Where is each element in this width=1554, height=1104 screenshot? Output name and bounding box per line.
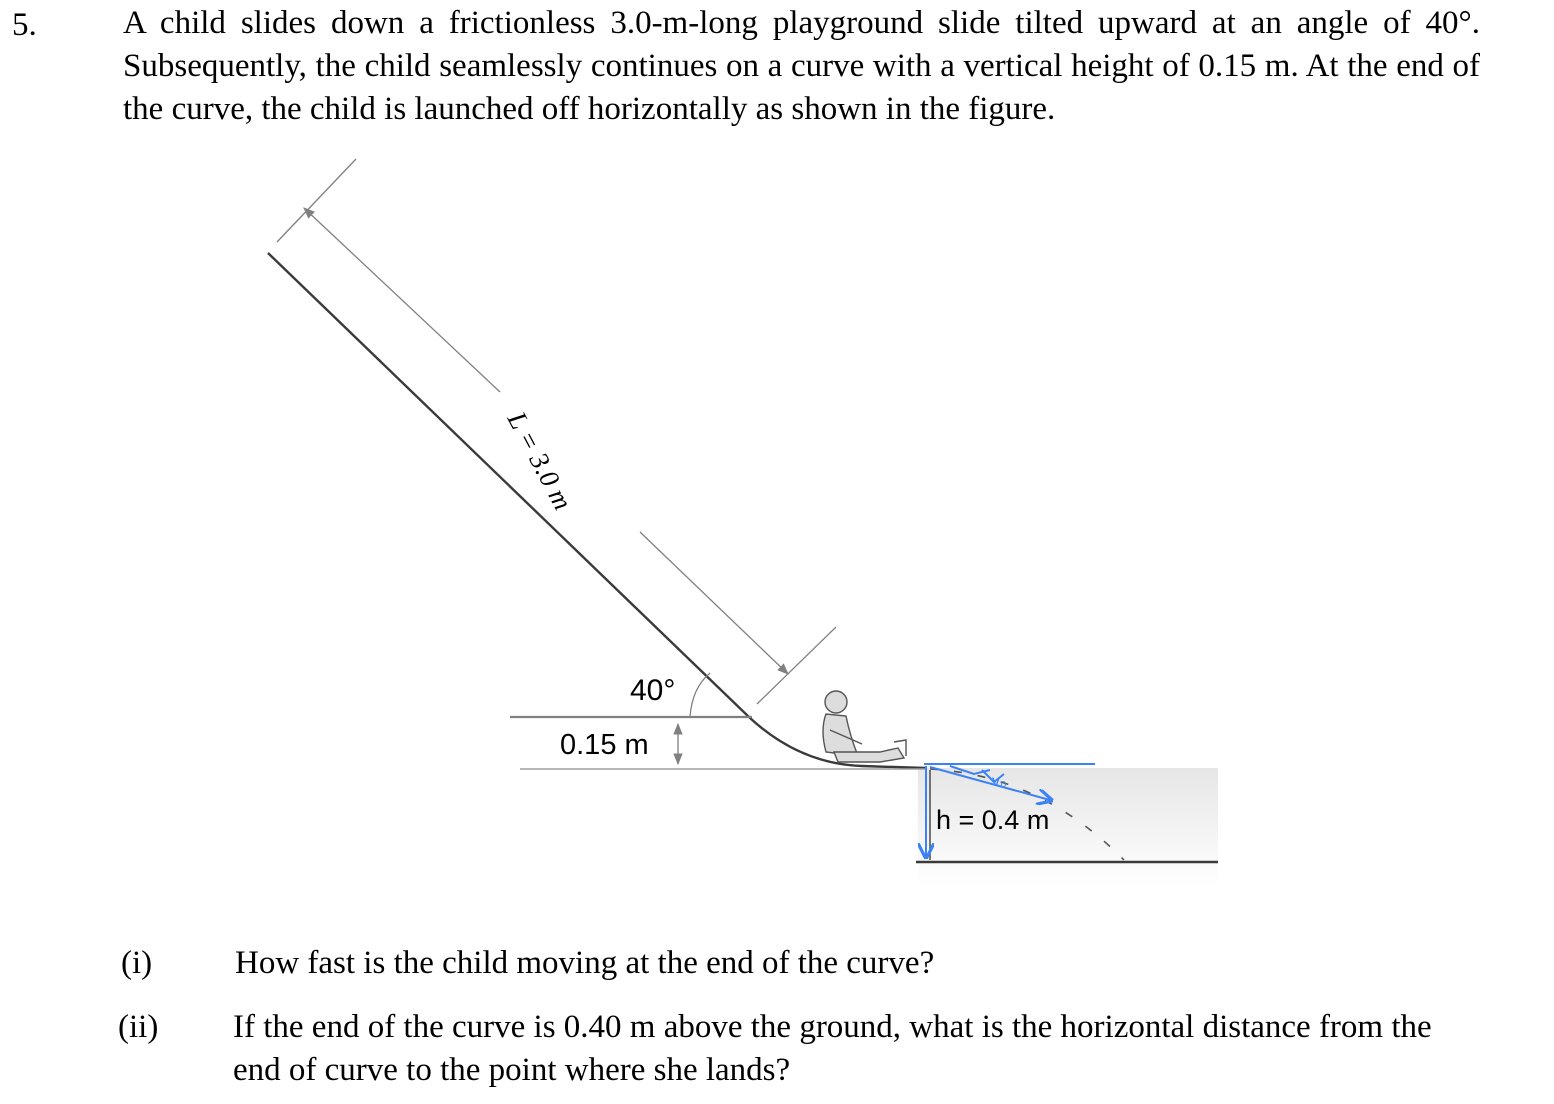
subquestion-1-text: How fast is the child moving at the end of the curve? xyxy=(235,945,935,981)
subquestion-2-label: (ii) xyxy=(118,1009,159,1045)
dimension-line-lower xyxy=(640,532,788,674)
angle-label: 40° xyxy=(630,674,676,707)
subquestion-2-text: If the end of the curve is 0.40 m above the ground, what is the horizontal distance from the end of curve to the point where she lands? xyxy=(233,1009,1432,1088)
child-figure xyxy=(823,691,906,762)
question-number: 5. xyxy=(12,7,37,43)
angle-arc xyxy=(690,673,710,717)
dimension-extension-top xyxy=(277,159,356,242)
dimension-extension-bottom xyxy=(757,627,836,704)
dimension-line-upper xyxy=(304,208,500,392)
question-stem-text: A child slides down a frictionless 3.0-m-long playground slide tilted upward at an angle of 40°. Subsequently, the child seamlessly continues on a curve with a vertical height of 0.15 m. At the end of the curve, the child is launched off horizontally as shown in the figure. xyxy=(123,5,1480,127)
slide-surface xyxy=(268,253,925,768)
launch-height-label: h = 0.4 m xyxy=(936,805,1050,835)
length-label: L = 3.0 m xyxy=(501,406,579,515)
handwritten-v0-label: v₀ xyxy=(992,773,1007,790)
subquestion-1-label: (i) xyxy=(121,945,153,981)
curve-height-label: 0.15 m xyxy=(560,729,649,761)
